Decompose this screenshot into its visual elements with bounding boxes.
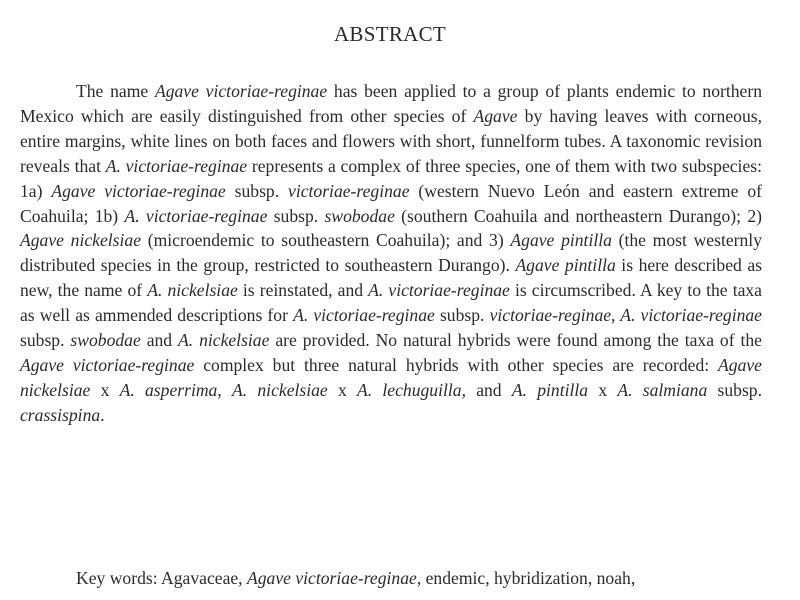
species-name: A. nickelsiae: [232, 379, 328, 400]
species-name: A. nickelsiae: [147, 280, 238, 301]
species-name: A. victoriae-reginae: [124, 205, 268, 226]
species-name: A. pintilla: [511, 379, 589, 400]
species-name: A. lechuguilla: [357, 379, 462, 400]
abstract-text: complex but three natural hybrids with other species are recorded:: [194, 354, 719, 375]
abstract-text: (microendemic to southeastern Coahuila); and 3): [141, 230, 511, 251]
genus-name: Agave: [473, 105, 518, 126]
abstract-text: ,: [217, 379, 232, 400]
abstract-text: are provided. No natural hybrids were found among the taxa of the: [269, 330, 762, 351]
abstract-text: subsp.: [707, 379, 762, 400]
abstract-text: x: [90, 379, 120, 400]
species-name: Agave victoriae-reginae: [20, 354, 195, 375]
keywords-text: , endemic, hybridization, noah,: [416, 568, 636, 588]
abstract-text: is reinstated, and: [237, 280, 369, 301]
subspecies-name: swobodae: [324, 205, 395, 226]
abstract-text: is here described as new, the name of: [20, 255, 762, 301]
abstract-text: , and: [461, 379, 512, 400]
abstract-text: represents a complex of three species, one of them with two subspecies: 1a): [20, 155, 762, 201]
keywords-text: Key words: Agavaceae,: [76, 568, 247, 588]
species-name: Agave victoriae-reginae: [51, 180, 226, 201]
abstract-text: x: [327, 379, 358, 400]
species-name: Agave pintilla: [510, 230, 612, 251]
abstract-heading: ABSTRACT: [333, 22, 447, 46]
species-name: A. asperrima: [119, 379, 218, 400]
abstract-text: subsp.: [20, 330, 71, 351]
subspecies-name: swobodae: [70, 330, 141, 351]
abstract-text: subsp.: [434, 305, 490, 326]
subspecies-name: victoriae-reginae, A. victoriae-reginae: [489, 305, 762, 326]
abstract-text: has been applied to a group of plants endemic to northern Mexico which are easily distinguished from other species of: [20, 81, 763, 126]
abstract-text: x: [588, 379, 618, 400]
abstract-text: .: [100, 404, 105, 425]
abstract-text: is circumscribed. A key to the taxa as well as ammended descriptions for: [20, 280, 762, 326]
abstract-text: subsp.: [225, 180, 289, 201]
species-name: Agave nickelsiae: [20, 230, 142, 251]
species-name: Agave pintilla: [515, 255, 616, 276]
subspecies-name: victoriae-reginae: [288, 180, 410, 201]
keyword-species: Agave victoriae-reginae: [246, 568, 417, 588]
species-name: A. victoriae-reginae: [293, 305, 435, 326]
abstract-text: by having leaves with corneous, entire margins, white lines on both faces and flowers with short, funnelform tubes. A taxonomic revision reveals that: [20, 105, 762, 176]
abstract-text: (the most westernly distributed species in the group, restricted to southeastern Durango).: [20, 230, 762, 276]
species-name: A. nickelsiae: [178, 330, 270, 351]
species-name: Agave nickelsiae: [20, 354, 762, 400]
subspecies-name: crassispina: [20, 404, 101, 425]
abstract-paragraph: [20, 79, 762, 428]
abstract-text: (western Nuevo León and eastern extreme of Coahuila; 1b): [20, 180, 762, 226]
abstract-text: (southern Coahuila and northeastern Durango); 2): [394, 205, 762, 226]
keywords-line: [20, 566, 762, 591]
species-name: Agave victoriae-reginae: [154, 81, 328, 101]
abstract-text: and: [140, 330, 179, 351]
species-name: A. victoriae-reginae: [368, 280, 510, 301]
species-name: A. victoriae-reginae: [105, 155, 248, 176]
species-name: A. salmiana: [617, 379, 708, 400]
abstract-text: subsp.: [267, 205, 325, 226]
abstract-text: The name: [76, 81, 155, 101]
